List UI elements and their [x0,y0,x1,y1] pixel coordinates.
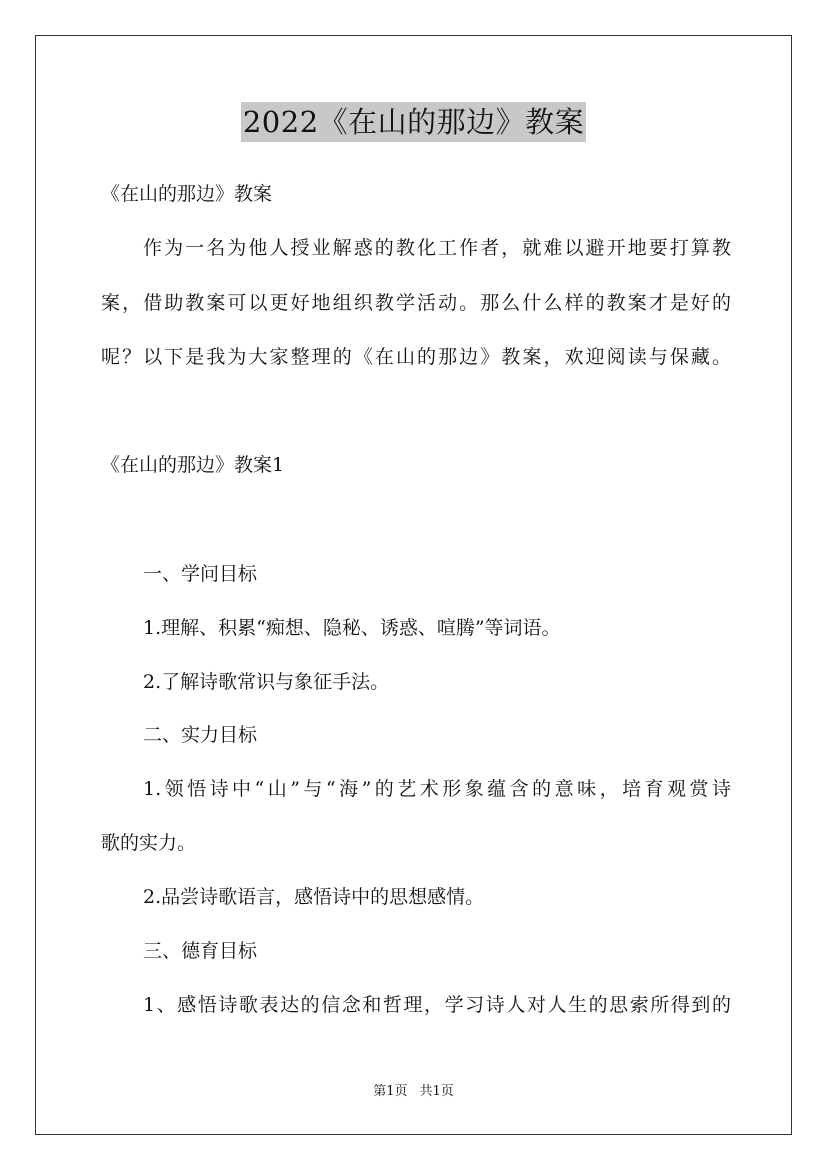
intro-line-2: 案，借助教案可以更好地组织教学活动。那么什么样的教案才是好的 [101,292,731,314]
document-heading: 《在山的那边》教案 [101,183,273,205]
ability-goals-heading: 二、实力目标 [143,724,258,746]
moral-goal-1-line-1: 1、感悟诗歌表达的信念和哲理，学习诗人对人生的思索所得到的 [143,994,731,1016]
ability-goal-1-line-2: 歌的实力。 [101,832,197,854]
ability-goal-2: 2.品尝诗歌语言，感悟诗中的思想感情。 [143,886,485,908]
page-total: 共1页 [419,1084,454,1099]
title-wrap [0,102,827,142]
section1-title: 《在山的那边》教案1 [101,454,285,476]
intro-line-3: 呢？以下是我为大家整理的《在山的那边》教案，欢迎阅读与保藏。 [101,346,731,368]
moral-goals-heading: 三、德育目标 [143,940,258,962]
page-number: 第1页 [373,1084,408,1099]
page-footer [0,1084,827,1100]
ability-goal-1-line-1: 1.领悟诗中“山”与“海”的艺术形象蕴含的意味，培育观赏诗 [143,778,731,800]
document-title: 2022《在山的那边》教案 [241,102,586,142]
knowledge-goal-2: 2.了解诗歌常识与象征手法。 [143,671,390,693]
intro-line-1: 作为一名为他人授业解惑的教化工作者，就难以避开地要打算教 [143,237,731,259]
knowledge-goals-heading: 一、学问目标 [143,563,258,585]
knowledge-goal-1: 1.理解、积累“痴想、隐秘、诱惑、喧腾”等词语。 [143,617,561,639]
